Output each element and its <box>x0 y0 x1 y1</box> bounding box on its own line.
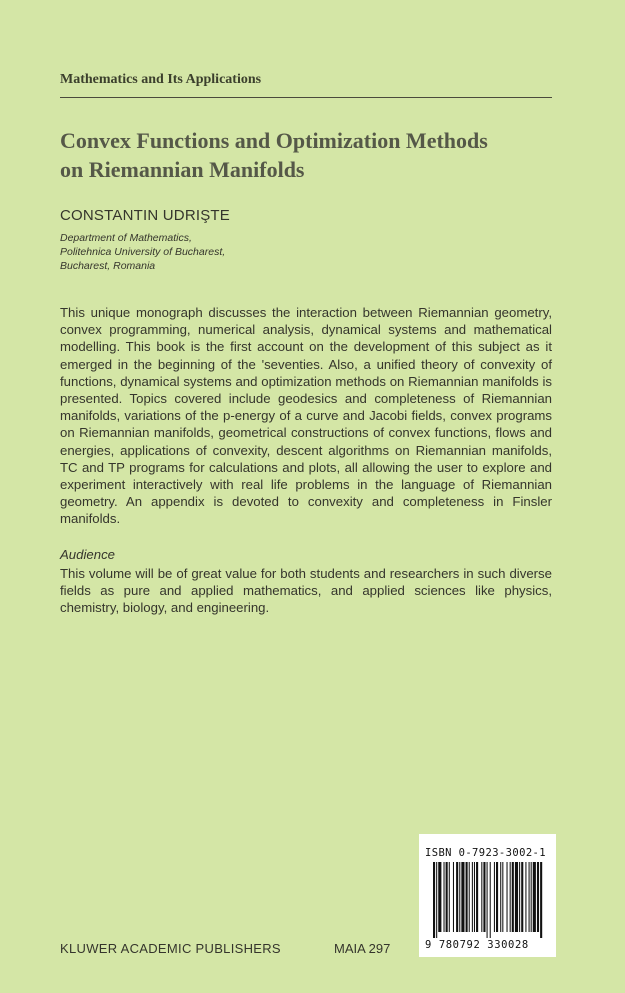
title-line-1: Convex Functions and Optimization Methods <box>60 128 488 153</box>
affiliation-line: Department of Mathematics, <box>60 232 192 244</box>
book-abstract: This unique monograph discusses the interaction between Riemannian geometry, convex programming, numerical analysis, dynamical systems and mathematical modelling. This book is the first account on the development of this subject as it emerged in the beginning of the 'seventies. Also, a unified theory of convexity of functions, dynamical systems and optimization methods on Riemannian manifolds is presented. Topics covered include geodesics and completeness of Riemannian manifolds, variations of the p-energy of a curve and Jacobi fields, convex programs on Riemannian manifolds, geometrical constructions of convex functions, flows and energies, applications of convexity, descent algorithms on Riemannian manifolds, TC and TP programs for calculations and plots, all allowing the user to explore and experiment interactively with real life problems in the language of Riemannian geometry. An appendix is devoted to convexity and completeness in Finsler manifolds. <box>60 305 552 527</box>
book-title <box>60 126 560 184</box>
ean-digits: 9 780792 330028 <box>425 939 529 951</box>
header-rule <box>60 97 552 98</box>
affiliation-line: Politehnica University of Bucharest, <box>60 246 226 258</box>
publisher-name: KLUWER ACADEMIC PUBLISHERS <box>60 941 281 956</box>
title-line-2: on Riemannian Manifolds <box>60 157 305 182</box>
series-number: MAIA 297 <box>334 941 391 956</box>
barcode-panel <box>419 834 556 957</box>
series-name: Mathematics and Its Applications <box>60 72 262 87</box>
audience-text: This volume will be of great value for both students and researchers in such diverse fields as pure and applied mathematics, and applied sciences like physics, chemistry, biology, and engineering. <box>60 566 552 616</box>
barcode-graphic <box>433 862 543 938</box>
author-name: CONSTANTIN UDRIŞTE <box>60 207 230 224</box>
author-affiliation <box>60 231 225 273</box>
audience-heading: Audience <box>60 547 115 562</box>
affiliation-line: Bucharest, Romania <box>60 260 156 272</box>
isbn-label: ISBN 0-7923-3002-1 <box>425 847 546 859</box>
